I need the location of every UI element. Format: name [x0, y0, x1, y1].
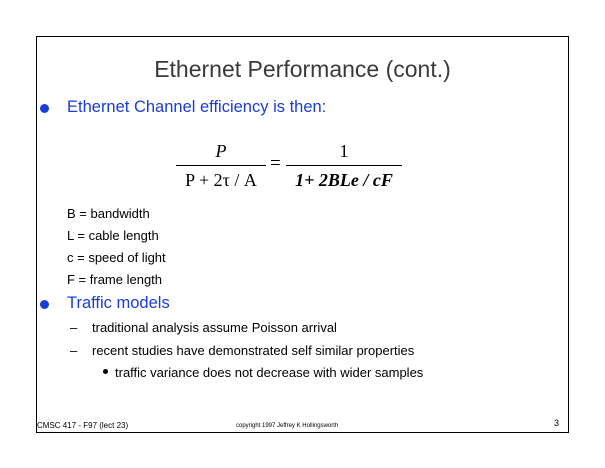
bullet-efficiency: Ethernet Channel efficiency is then: [67, 98, 327, 116]
definition-speed-of-light: c = speed of light [67, 250, 166, 265]
definition-frame-length: F = frame length [67, 272, 163, 287]
formula-lhs-fraction [176, 138, 266, 193]
slide-title: Ethernet Performance (cont.) [154, 56, 451, 82]
formula-rhs-bar [286, 165, 402, 166]
footer-page-number: 3 [554, 418, 560, 428]
bullet-dot-2 [40, 300, 49, 309]
sub-sub-item-text: traffic variance does not decrease with wider samples [115, 365, 424, 380]
definition-bandwidth: B = bandwidth [67, 206, 150, 221]
formula-rhs-numerator: 1 [339, 141, 349, 161]
sub-sub-item-traffic-variance [103, 365, 423, 380]
formula-equals: = [270, 153, 281, 174]
formula-lhs-denominator: P + 2τ / A [185, 170, 257, 190]
formula-rhs-fraction [286, 138, 402, 193]
small-bullet-dot [103, 369, 108, 374]
definition-cable-length: L = cable length [67, 228, 159, 243]
formula-lhs-bar [176, 165, 266, 166]
formula-rhs-denominator: 1+ 2BLe / cF [295, 170, 393, 190]
dash-marker: – [70, 343, 78, 358]
sub-item-text: traditional analysis assume Poisson arrival [92, 320, 337, 335]
formula-lhs-numerator: P [215, 141, 227, 161]
sub-item-text: recent studies have demonstrated self similar properties [92, 343, 415, 358]
bullet-traffic-models: Traffic models [67, 294, 170, 312]
sub-item-recent-studies [70, 343, 414, 358]
sub-item-traditional-analysis [70, 320, 337, 335]
bullet-dot-1 [40, 104, 49, 113]
dash-marker: – [70, 320, 78, 335]
footer-course: CMSC 417 - F97 (lect 23) [37, 421, 129, 430]
footer-copyright: copyright 1997 Jeffrey K Hollingsworth [236, 423, 339, 429]
efficiency-formula [176, 138, 406, 198]
